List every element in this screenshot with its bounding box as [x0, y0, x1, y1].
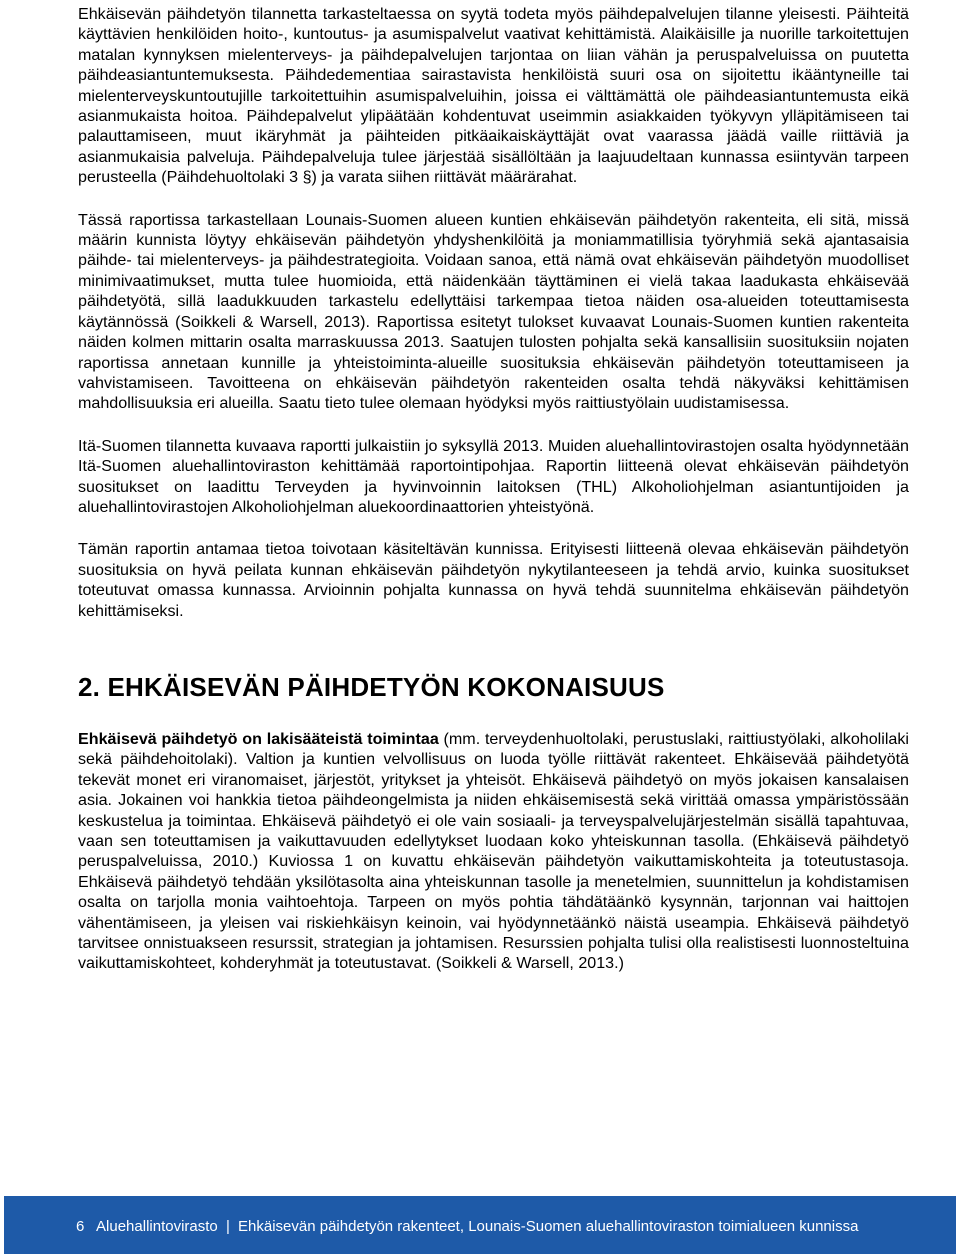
paragraph-kasittely: Tämän raportin antamaa tietoa toivotaan käsiteltävän kunnissa. Erityisesti liitteenä olevaa ehkäisevän päihdetyön suosituksia on hyvä peilata kunnan ehkäisevän päihdetyön nykytilanteeseen ja tehdä arvio, kuinka suositukset toteutuvat omassa kunnassa. Arvioinnin pohjalta kunnassa on hyvä tehdä suunnitelma ehkäisevän päihdetyön kehittämiseksi.	[78, 540, 909, 620]
lead-bold-text: Ehkäisevä päihdetyö on lakisääteistä toimintaa	[78, 729, 439, 748]
lead-rest-text: (mm. terveydenhuoltolaki, perustuslaki, raittiustyölaki, alkoholilaki sekä päihdehoitolaki). Valtion ja kuntien velvollisuus on luoda työlle riittävät rakenteet. Ehkäisevää päihdetyötä tekevät monet eri viranomaiset, järjestöt, yritykset ja yhteisöt. Ehkäisevä päihdetyö on myös jokaisen kansalaisen asia. Jokainen voi hankkia tietoa päihdeongelmista ja niiden ehkäisemisestä sekä virittää omassa ympäristössään keskustelua ja toimintaa. Ehkäisevä päihdetyö ei ole vain sosiaali- ja terveyspalvelujärjestelmän sisällä tapahtuvaa, vaan sen toteuttamisen ja vaikuttavuuden edellytykset luodaan koko yhteiskunnan tasolla. (Ehkäisevä päihdetyö peruspalveluissa, 2010.) Kuviossa 1 on kuvattu ehkäisevän päihdetyön vaikuttamiskohteita ja toteutustasoja. Ehkäisevä päihdetyö tehdään yksilötasolta aina yhteiskunnan tasolle ja menetelmien, suunnittelun ja kohdistamisen osalta on tarjolla monia vaihtoehtoja. Tarpeen on myös pohtia tähdätäänkö kysynnän, tarjonnan vai haittojen vähentämiseen, ja yleisen vai riskiehkäisyn keinoin, vai hyödynnetäänkö näistä useampia. Ehkäisevä päihdetyö tarvitsee onnistuakseen resurssit, strategian ja johtamisen. Resurssien pohjalta tulisi olla realistisesti luonnosteltuina vaikuttamiskohteet, kohderyhmät ja toteutustavat. (Soikkeli & Warsell, 2013.)	[78, 729, 909, 973]
page-footer	[4, 1196, 956, 1254]
paragraph-palvelut: Ehkäisevän päihdetyön tilannetta tarkasteltaessa on syytä todeta myös päihdepalvelujen tilanne yleisesti. Päihteitä käyttävien henkilöiden hoito-, kuntoutus- ja asumispalvelut vaativat kehittämistä. Alaikäisille ja nuorille tarkoitettujen matalan kynnyksen mielenterveys- ja päihdepalvelujen tarjontaa on liian vähän ja peruspalveluissa on puutetta päihdeasiantuntemuksesta. Päihdedementiaa sairastavista henkilöistä suuri osa on sijoitettu ikääntyneille tai mielenterveyskuntoutujille tarkoitettuihin asumispalveluihin, joissa ei välttämättä ole päihdeasiantuntemusta eikä asianmukaista hoitoa. Päihdepalvelut ylipäätään kohdentuvat useimmin asiakkaiden työkyvyn ylläpitämiseen tai palauttamiseen, muut ikäryhmät ja päihteiden pitkäaikaiskäyttäjät ovat vaarassa jäädä vaille riittäviä ja asianmukaisia palveluja. Päihdepalveluja tulee järjestää sisällöltään ja laajuudeltaan kunnassa esiintyvän tarpeen perusteella (Päihdehuoltolaki 3 §) ja varata siihen riittävät määrärahat.	[78, 5, 909, 187]
document-body	[78, 4, 909, 974]
section-paragraph	[78, 729, 909, 974]
section-heading: 2. EHKÄISEVÄN PÄIHDETYÖN KOKONAISUUS	[78, 671, 665, 702]
page-number: 6	[76, 1218, 85, 1235]
footer-separator: |	[225, 1218, 230, 1235]
paragraph-gap	[78, 517, 909, 539]
paragraph-raportti: Tässä raportissa tarkastellaan Lounais-Suomen alueen kuntien ehkäisevän päihdetyön rakenteita, eli sitä, missä määrin kunnista löytyy ehkäisevän päihdetyön yhdyshenkilöitä ja moniammatillisia työryhmiä sekä ajantasaisia päihde- tai mielenterveys- ja päihdestrategioita. Voidaan sanoa, että nämä ovat ehkäisevän päihdetyön muodolliset minimivaatimukset, mutta tulee huomioida, että näidenkään täyttäminen ei vielä takaa laadukasta ehkäisevää päihdetyötä, sillä laadukkuuden tarkastelu edellyttäisi tarkempaa tietoa näiden osa-alueiden toteuttamisesta käytännössä (Soikkeli & Warsell, 2013). Raportissa esitetyt tulokset kuvaavat Lounais-Suomen kuntien rakenteita näiden kolmen mittarin osalta marraskuussa 2013. Saatujen tulosten pohjalta sekä kansallisiin suosituksiin nojaten raportissa annetaan kunnille ja yhteistoiminta-alueille suosituksia ehkäisevän päihdetyön toteuttamiseen ja vahvistamiseen. Tavoitteena on ehkäisevän päihdetyön rakenteiden osalta tehdä näkyväksi kehittämisen mahdollisuuksia eri alueilla. Saatu tieto tulee olemaan hyödyksi myös raittiustyölain uudistamisessa.	[78, 210, 909, 413]
footer-organization: Aluehallintovirasto	[96, 1218, 218, 1235]
footer-title: Ehkäisevän päihdetyön rakenteet, Lounais-Suomen aluehallintoviraston toimialueen kunnissa	[238, 1218, 859, 1235]
paragraph-ita-suomi: Itä-Suomen tilannetta kuvaava raportti julkaistiin jo syksyllä 2013. Muiden aluehallintovirastojen osalta hyödynnetään Itä-Suomen aluehallintoviraston kehittämää raportointipohjaa. Raportin liitteenä olevat ehkäisevän päihdetyön suositukset on laadittu Terveyden ja hyvinvoinnin laitoksen (THL) Alkoholiohjelman asiantuntijoiden ja aluehallintovirastojen Alkoholiohjelman aluekoordinaattorien yhteistyönä.	[78, 436, 909, 516]
footer-text	[76, 1218, 858, 1236]
paragraph-gap	[78, 414, 909, 436]
paragraph-kokonaisuus	[78, 729, 909, 974]
paragraph-gap	[78, 188, 909, 210]
